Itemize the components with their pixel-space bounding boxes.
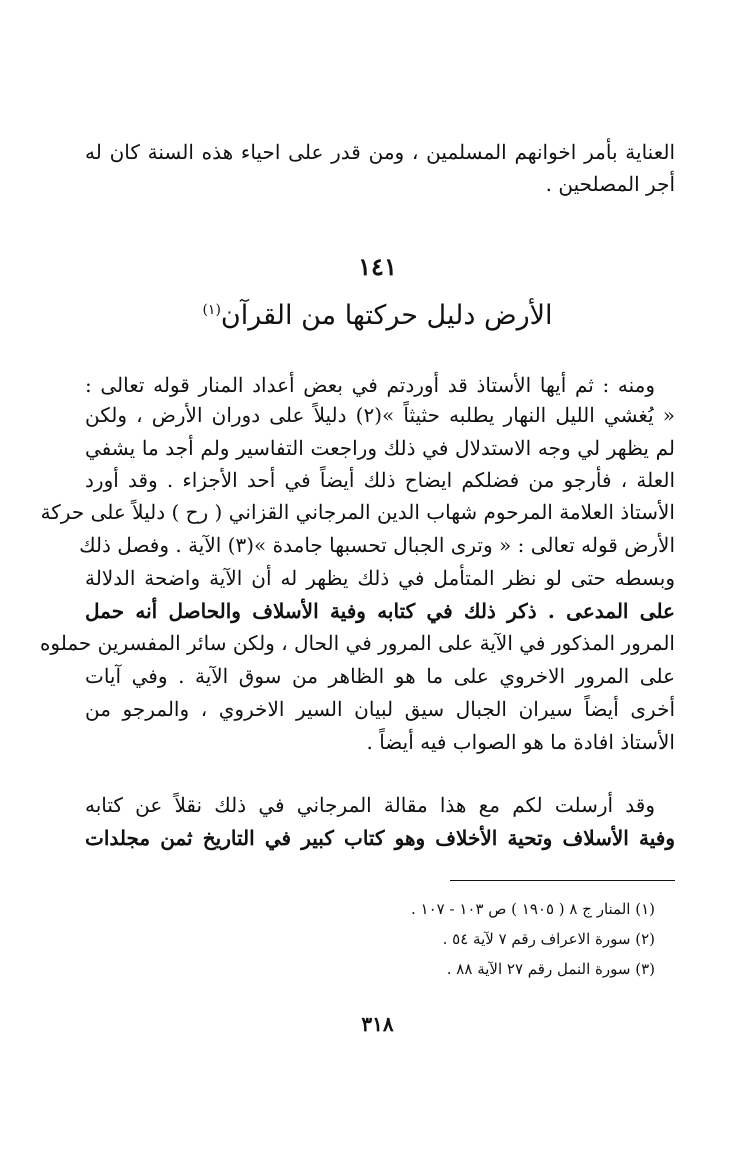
section-title xyxy=(0,300,755,331)
paragraph1-line-10: على المرور الاخروي على ما هو الظاهر من سوق الآية . وفي آيات xyxy=(85,664,675,688)
paragraph1-line-11: أخرى أيضاً سيران الجبال سيق لبيان السير الاخروي ، والمرجو من xyxy=(85,697,675,721)
paragraph1-line-4: العلة ، فأرجو من فضلكم ايضاح ذلك أيضاً في أحد الأجزاء . وقد أورد xyxy=(85,468,676,492)
intro-line-2: أجر المصلحين . xyxy=(545,172,675,196)
footnote-2: (٢) سورة الاعراف رقم ٧ لآية ٥٤ . xyxy=(442,930,655,948)
footnote-divider xyxy=(450,880,675,881)
paragraph1-line-5: الأستاذ العلامة المرحوم شهاب الدين المرجاني القزاني ( رح ) دليلاً على حركة xyxy=(40,500,675,524)
paragraph1-line-8: على المدعى . ذكر ذلك في كتابه وفية الأسلاف والحاصل أنه حمل xyxy=(85,599,675,623)
section-number: ١٤١ xyxy=(358,252,397,281)
paragraph2-line-2: وفية الأسلاف وتحية الأخلاف وهو كتاب كبير في التاريخ ثمن مجلدات xyxy=(85,826,675,850)
paragraph1-line-12: الأستاذ افادة ما هو الصواب فيه أيضاً . xyxy=(366,730,675,754)
footnote-1: (١) المنار ج ٨ ( ١٩٠٥ ) ص ١٠٣ - ١٠٧ . xyxy=(411,900,655,918)
paragraph1-line-1: ومنه : ثم أيها الأستاذ قد أوردتم في بعض أعداد المنار قوله تعالى : xyxy=(85,373,655,397)
paragraph1-line-2: « يُغشي الليل النهار يطلبه حثيثاً »(٢) دليلاً على دوران الأرض ، ولكن xyxy=(85,403,675,427)
paragraph1-line-7: وبسطه حتى لو نظر المتأمل في ذلك يظهر له أن الآية واضحة الدلالة xyxy=(85,566,675,590)
section-title-note: (١) xyxy=(202,302,221,318)
section-title-text: الأرض دليل حركتها من القرآن xyxy=(220,300,553,331)
footnote-3: (٣) سورة النمل رقم ٢٧ الآية ٨٨ . xyxy=(446,960,655,978)
paragraph1-line-6: الأرض قوله تعالى : « وترى الجبال تحسبها جامدة »(٣) الآية . وفصل ذلك xyxy=(79,533,675,557)
paragraph2-line-1: وقد أرسلت لكم مع هذا مقالة المرجاني في ذلك نقلاً عن كتابه xyxy=(85,793,655,817)
paragraph1-line-3: لم يظهر لي وجه الاستدلال في ذلك وراجعت التفاسير ولم أجد ما يشفي xyxy=(85,436,675,460)
paragraph1-line-9: المرور المذكور في الآية على المرور في الحال ، ولكن سائر المفسرين حملوه xyxy=(39,631,675,655)
page-number: ٣١٨ xyxy=(361,1012,394,1036)
intro-line-1: العناية بأمر اخوانهم المسلمين ، ومن قدر على احياء هذه السنة كان له xyxy=(85,140,675,164)
